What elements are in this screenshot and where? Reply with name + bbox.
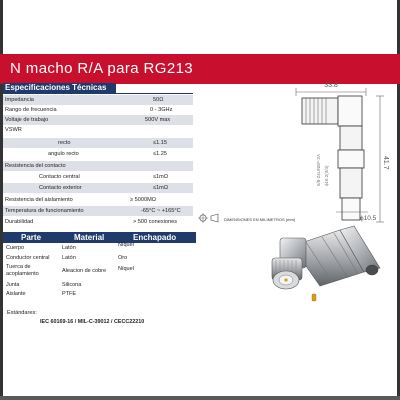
parts-cell-part: Aislante [6,291,26,297]
parts-header-part: Parte [21,233,42,242]
spec-value: ≤1.15 [153,140,167,146]
spec-label: Contacto central [39,174,80,180]
parts-table-header [3,232,196,243]
clamp-nut-outline [340,168,362,198]
width-dimension-label: 33.8 [324,82,338,89]
parts-cell-part: Junta [6,282,20,288]
spec-row [3,115,193,125]
spec-label: Voltaje de trabajo [5,117,49,123]
thread-right-label: ϕ16.2(3/4) [324,165,329,186]
parts-row [3,254,196,263]
parts-header-plating: Enchapado [133,233,177,242]
technical-drawing [280,76,390,226]
spec-row [3,138,193,148]
diameter-label: ϕ10.5 [360,215,377,222]
loose-contact-pin [312,294,316,301]
parts-cell-plating: Oro [118,255,128,261]
height-dimension-label: 41.7 [382,156,389,170]
parts-cell-plating: Níquel [118,266,134,272]
spec-row [3,206,193,216]
elbow-body-outline [338,96,362,126]
spec-row [3,149,193,159]
connector-photo [262,224,392,324]
spec-row [3,125,193,135]
spec-label: VSWR [5,127,22,133]
spec-row [3,183,193,193]
spec-row [3,195,193,205]
parts-cell-material: PTFE [62,291,77,297]
spec-value: ≤1mΩ [153,185,169,191]
specs-heading-bar [3,83,116,93]
parts-row [3,281,196,290]
specs-underline [3,93,193,94]
thread-left-label: 5/8-24UNEF-2A [316,153,321,186]
spec-label: Rango de frecuencia [5,107,57,113]
center-pin [284,278,287,281]
spec-label: Impedancia [5,97,34,103]
standards-value: IEC 60169-16 / MIL-C-39012 / CECC22210 [40,319,145,325]
parts-row [3,264,196,280]
spec-value: > 500 conexiones [133,219,178,225]
parts-header-material: Material [74,233,105,242]
spec-label: Resistencia del contacto [5,163,66,169]
parts-cell-part: Tuerca de acoplamiento [6,264,39,277]
page-title: N macho R/A para RG213 [10,60,194,77]
dimensions-note: DIMENSIONES EN MILIMETROS (mm) [224,217,296,222]
crimp-sleeve-outline [338,150,364,168]
parts-cell-material: Silicona [62,282,82,288]
parts-cell-material: Latón [62,245,76,251]
parts-cell-part: Cuerpo [6,245,25,251]
parts-cell-part: Conductor central [6,255,50,261]
spec-row [3,95,193,105]
parts-row [3,290,196,299]
specs-heading: Especificaciones Técnicas [5,83,107,92]
spec-value: ≤1.25 [153,151,167,157]
parts-cell-material: Aleacion de cobre [62,268,107,274]
spec-label: angulo recto [48,151,79,157]
spec-label: Temperatura de funcionamiento [5,208,84,214]
spec-value: 500V max [145,117,171,123]
standards-label: Estándares: [7,310,37,316]
spec-label: recto [58,140,71,146]
spec-value: 50Ω [153,97,164,103]
spec-value: ≥ 5000MΩ [130,197,156,203]
spec-label: Resistencia del aislamiento [5,197,73,203]
spec-value: ≤1mΩ [153,174,169,180]
parts-row [3,244,196,253]
spec-value: -65°C ~ +165°C [141,208,181,214]
projection-symbol-icon [198,213,220,223]
spec-row [3,172,193,182]
parts-cell-material: Latón [62,255,76,261]
coupling-nut-outline [302,98,338,124]
spec-label: Durabilidad [5,219,34,225]
spec-row [3,217,193,227]
spec-row [3,161,193,171]
spec-row [3,105,193,115]
bottom-edge-bar [0,396,400,400]
cable-entry-outline [342,198,360,220]
parts-cell-plating: Níquel [118,242,134,248]
spec-value: 0 - 3GHz [150,107,173,113]
spec-label: Contacto exterior [39,185,82,191]
body-neck-outline [340,126,362,150]
